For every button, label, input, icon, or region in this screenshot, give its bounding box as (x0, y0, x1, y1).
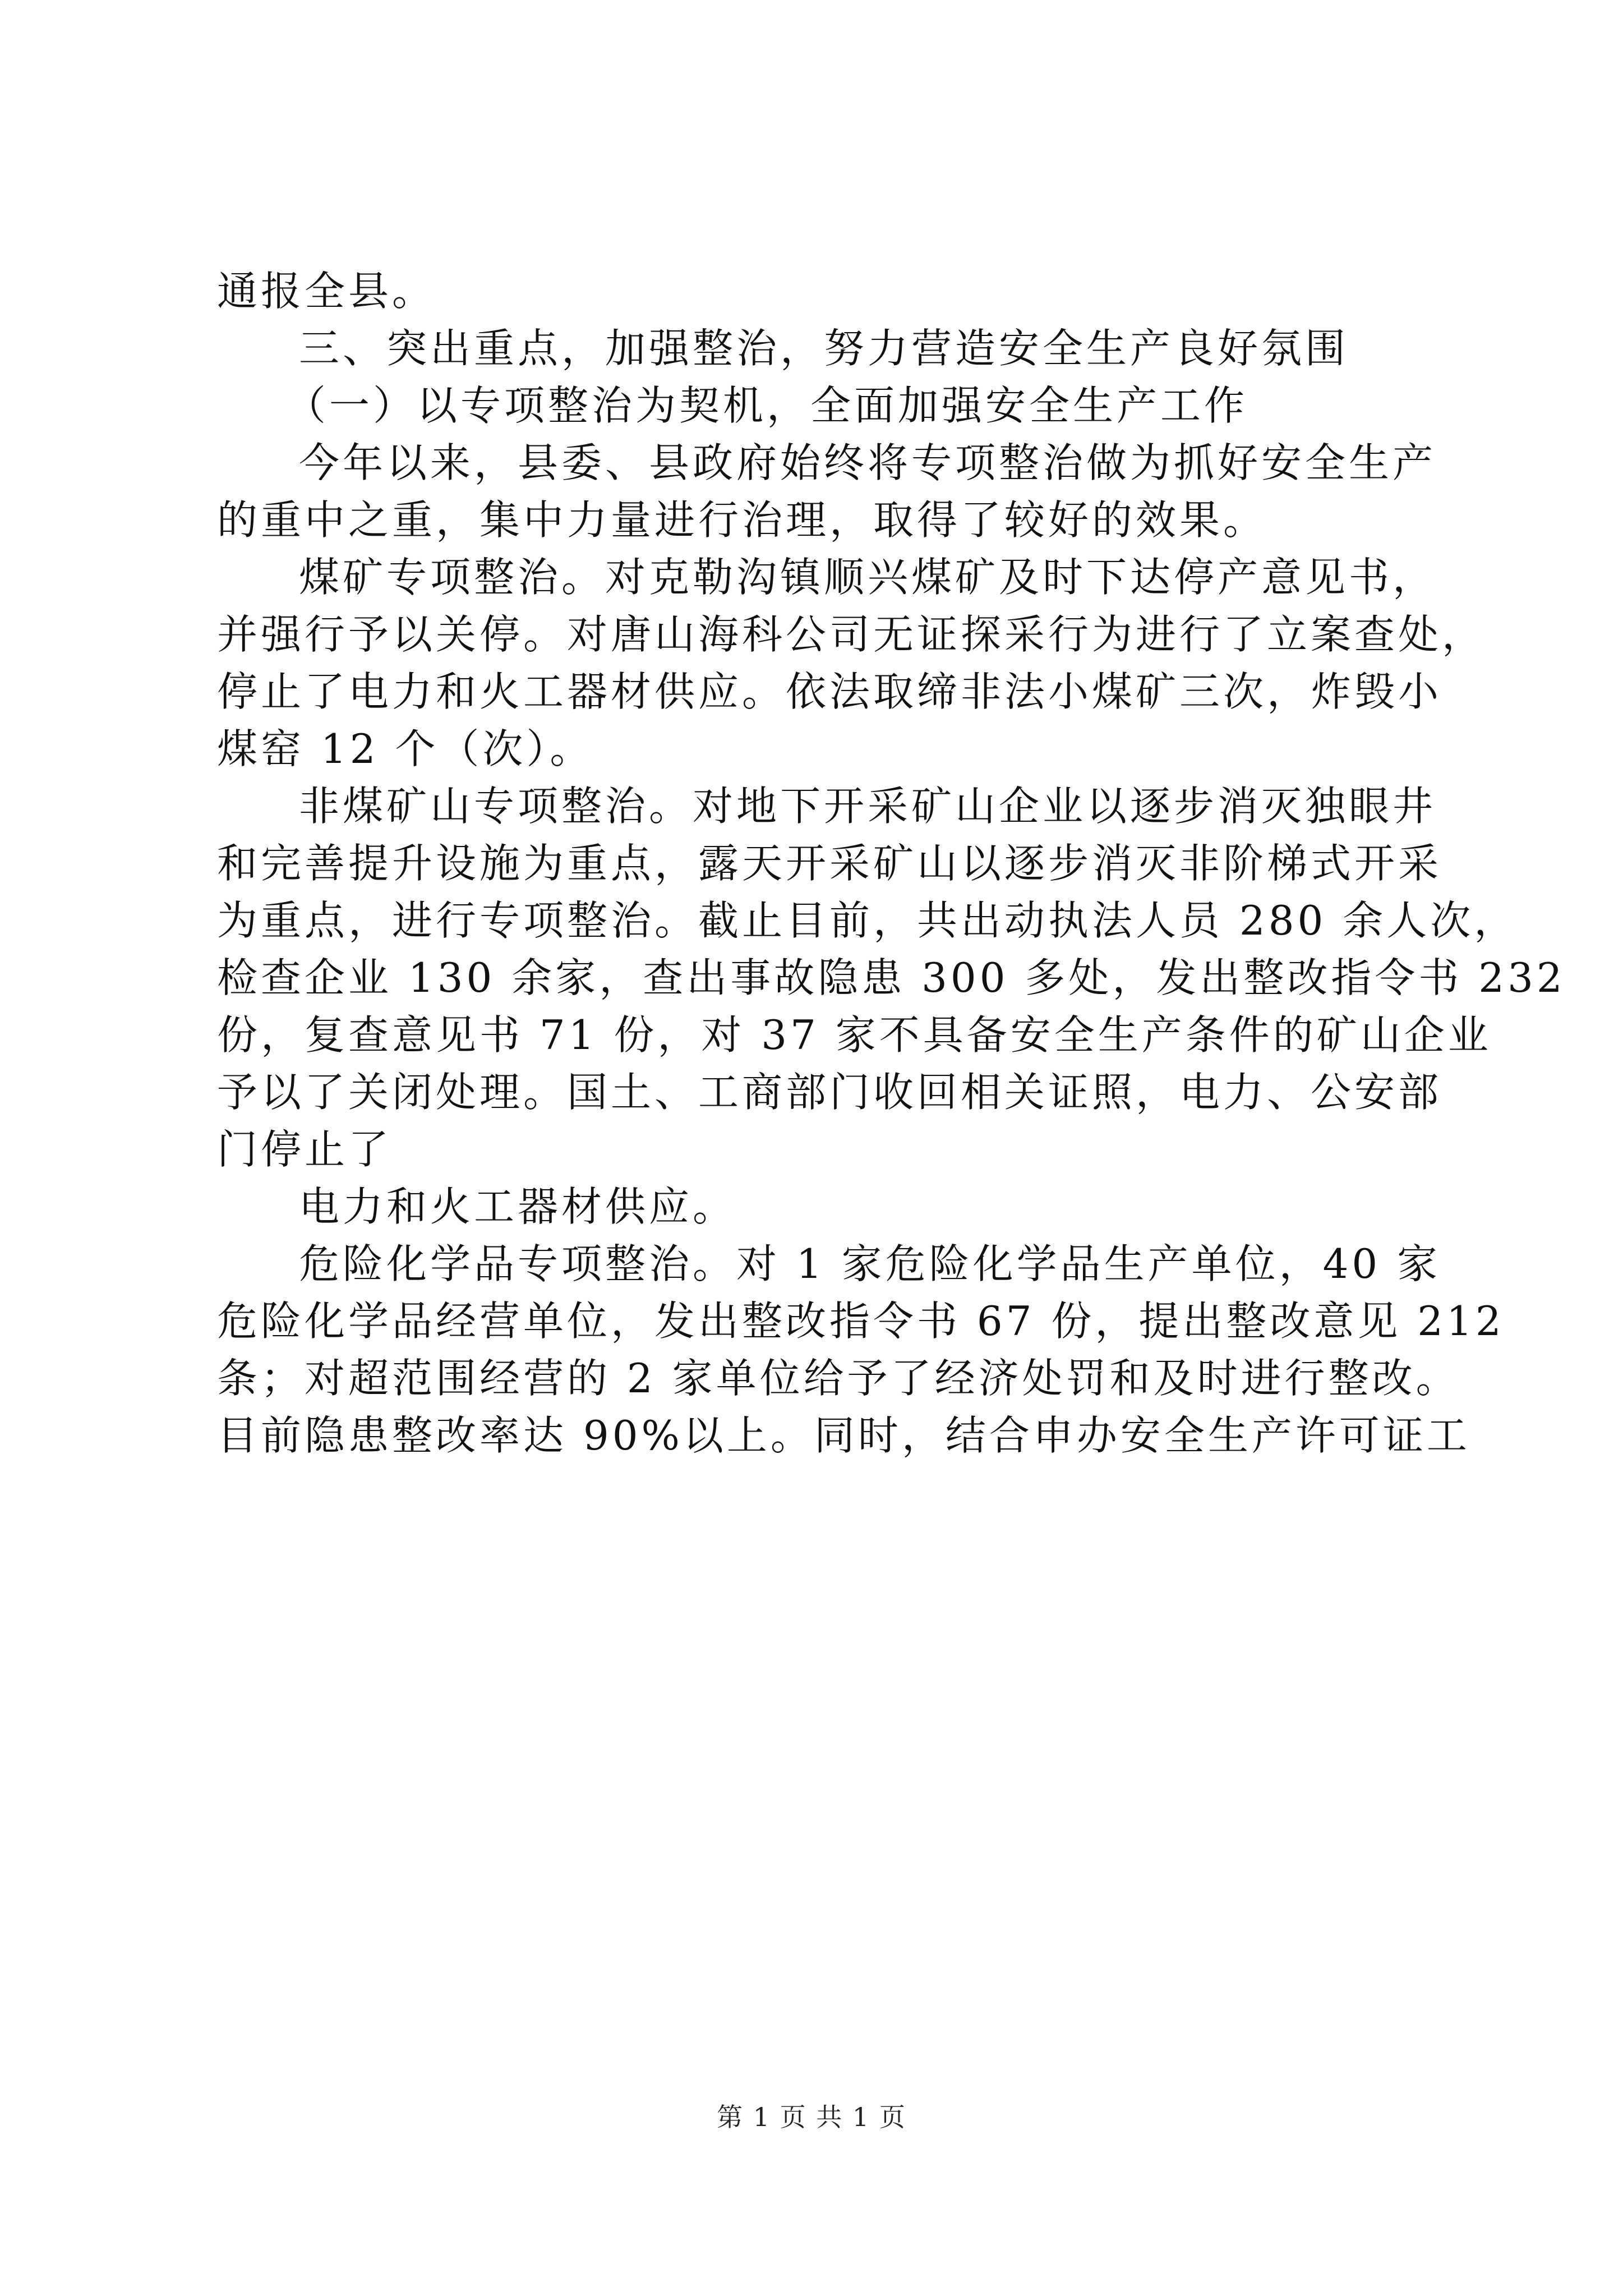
page-footer: 第 1 页 共 1 页 (717, 2102, 906, 2132)
body-line: 份，复查意见书 71 份，对 37 家不具备安全生产条件的矿山企业 (217, 1011, 1492, 1059)
body-line: 煤矿专项整治。对克勒沟镇顺兴煤矿及时下达停产意见书， (299, 554, 1437, 601)
body-line: 煤窑 12 个（次）。 (217, 725, 594, 772)
body-line: 条；对超范围经营的 2 家单位给予了经济处罚和及时进行整改。 (217, 1355, 1460, 1402)
body-line: 电力和火工器材供应。 (299, 1183, 737, 1230)
body-line: 目前隐患整改率达 90%以上。同时，结合申办安全生产许可证工 (217, 1412, 1470, 1459)
body-line: 予以了关闭处理。国土、工商部门收回相关证照，电力、公安部 (217, 1069, 1442, 1116)
body-line: 非煤矿山专项整治。对地下开采矿山企业以逐步消灭独眼井 (299, 783, 1437, 830)
body-line: 的重中之重，集中力量进行治理，取得了较好的效果。 (217, 496, 1267, 544)
body-line: 通报全县。 (217, 268, 436, 315)
body-line: 停止了电力和火工器材供应。依法取缔非法小煤矿三次，炸毁小 (217, 668, 1442, 715)
body-line: （一）以专项整治为契机，全面加强安全生产工作 (285, 382, 1248, 429)
body-line: 今年以来，县委、县政府始终将专项整治做为抓好安全生产 (299, 439, 1437, 486)
body-line: 为重点，进行专项整治。截止目前，共出动执法人员 280 余人次， (217, 897, 1518, 944)
body-line: 检查企业 130 余家，查出事故隐患 300 多处，发出整改指令书 232 (217, 954, 1566, 1001)
body-line: 门停止了 (217, 1126, 393, 1173)
body-line: 和完善提升设施为重点，露天开采矿山以逐步消灭非阶梯式开采 (217, 840, 1442, 887)
body-line: 危险化学品专项整治。对 1 家危险化学品生产单位，40 家 (299, 1240, 1441, 1287)
body-line: 并强行予以关停。对唐山海科公司无证探采行为进行了立案查处， (217, 611, 1486, 658)
body-line: 三、突出重点，加强整治，努力营造安全生产良好氛围 (299, 325, 1349, 372)
body-line: 危险化学品经营单位，发出整改指令书 67 份，提出整改意见 212 (217, 1297, 1505, 1345)
